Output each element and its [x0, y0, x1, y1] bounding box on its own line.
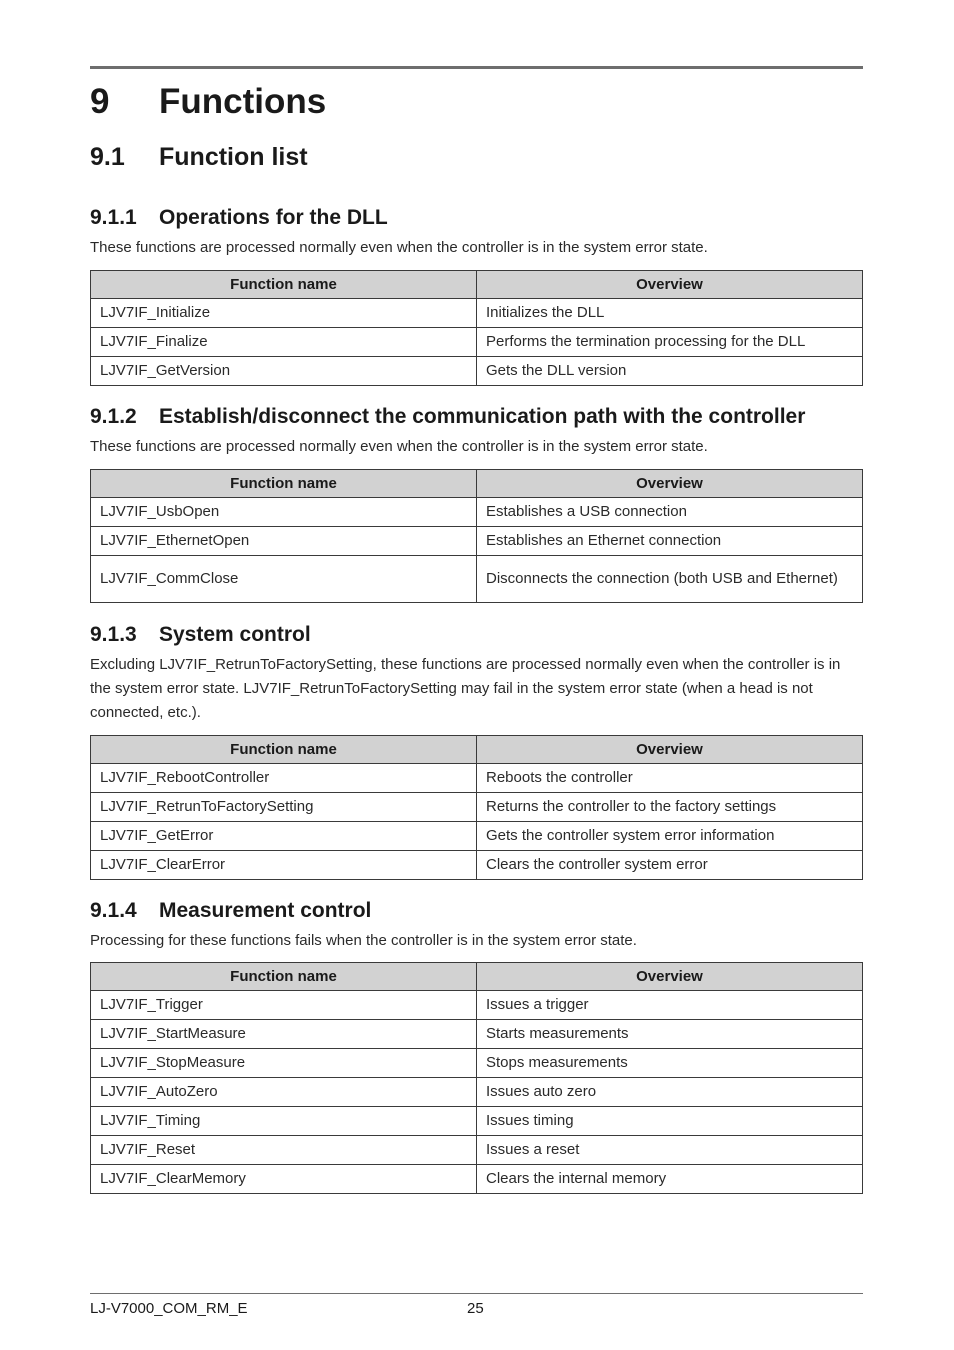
table-row	[91, 299, 863, 328]
function-name-cell: LJV7IF_RetrunToFactorySetting	[91, 793, 477, 822]
subsection-number: 9.1.2	[90, 405, 137, 428]
header-function-name: Function name	[91, 470, 477, 498]
overview-cell: Reboots the controller	[477, 764, 863, 793]
overview-cell: Establishes a USB connection	[477, 498, 863, 527]
table-header-row	[91, 470, 863, 498]
subsection-number: 9.1.3	[90, 623, 137, 646]
table-row	[91, 851, 863, 880]
function-table-measurement	[90, 962, 863, 1194]
subsection-description: Processing for these functions fails when the controller is in the system error state.	[90, 932, 637, 949]
overview-cell: Clears the internal memory	[477, 1165, 863, 1194]
footer-rule	[90, 1293, 863, 1294]
overview-cell: Establishes an Ethernet connection	[477, 527, 863, 556]
function-table-communication	[90, 469, 863, 603]
table-row	[91, 1136, 863, 1165]
function-name-cell: LJV7IF_Reset	[91, 1136, 477, 1165]
subsection-heading-communication	[90, 403, 805, 431]
header-function-name: Function name	[91, 271, 477, 299]
subsection-heading-system	[90, 621, 311, 649]
function-name-cell: LJV7IF_AutoZero	[91, 1078, 477, 1107]
function-name-cell: LJV7IF_StartMeasure	[91, 1020, 477, 1049]
overview-cell: Stops measurements	[477, 1049, 863, 1078]
function-table-system	[90, 735, 863, 880]
function-name-cell: LJV7IF_StopMeasure	[91, 1049, 477, 1078]
table-row	[91, 764, 863, 793]
section-heading	[90, 141, 308, 173]
chapter-heading	[90, 80, 326, 124]
subsection-description: These functions are processed normally even when the controller is in the system error state.	[90, 438, 708, 455]
subsection-description: These functions are processed normally even when the controller is in the system error state.	[90, 239, 708, 256]
table-row	[91, 1107, 863, 1136]
overview-cell: Gets the DLL version	[477, 357, 863, 386]
overview-cell: Starts measurements	[477, 1020, 863, 1049]
table-header-row	[91, 271, 863, 299]
function-name-cell: LJV7IF_Finalize	[91, 328, 477, 357]
chapter-title: Functions	[159, 82, 327, 121]
table-row	[91, 1049, 863, 1078]
table-row	[91, 793, 863, 822]
table-row	[91, 498, 863, 527]
function-name-cell: LJV7IF_ClearError	[91, 851, 477, 880]
table-row	[91, 357, 863, 386]
table-row	[91, 527, 863, 556]
subsection-heading-measurement	[90, 897, 371, 925]
table-row	[91, 991, 863, 1020]
header-overview: Overview	[477, 736, 863, 764]
function-name-cell: LJV7IF_GetError	[91, 822, 477, 851]
subsection-description: Excluding LJV7IF_RetrunToFactorySetting, these functions are processed normally even when the controller is in the system error state. LJV7IF_RetrunToFactorySetting may fail in the system error state (when a head is not connected, etc.).	[90, 656, 841, 721]
footer-page-number: 25	[467, 1300, 484, 1317]
header-overview: Overview	[477, 470, 863, 498]
table-row	[91, 1165, 863, 1194]
function-name-cell: LJV7IF_Trigger	[91, 991, 477, 1020]
overview-cell: Issues a reset	[477, 1136, 863, 1165]
table-row	[91, 1078, 863, 1107]
overview-cell: Issues auto zero	[477, 1078, 863, 1107]
subsection-title: System control	[159, 623, 311, 646]
overview-cell: Issues timing	[477, 1107, 863, 1136]
section-number: 9.1	[90, 143, 125, 171]
table-row	[91, 822, 863, 851]
function-table-dll	[90, 270, 863, 386]
overview-cell: Performs the termination processing for the DLL	[477, 328, 863, 357]
subsection-title: Establish/disconnect the communication path with the controller	[159, 405, 806, 428]
table-row	[91, 556, 863, 603]
header-overview: Overview	[477, 963, 863, 991]
table-row	[91, 1020, 863, 1049]
table-row	[91, 328, 863, 357]
function-name-cell: LJV7IF_UsbOpen	[91, 498, 477, 527]
subsection-title: Measurement control	[159, 899, 372, 922]
subsection-heading-dll	[90, 204, 388, 232]
overview-cell: Initializes the DLL	[477, 299, 863, 328]
function-name-cell: LJV7IF_Timing	[91, 1107, 477, 1136]
overview-cell: Returns the controller to the factory settings	[477, 793, 863, 822]
overview-cell: Issues a trigger	[477, 991, 863, 1020]
overview-cell: Gets the controller system error information	[477, 822, 863, 851]
overview-cell: Disconnects the connection (both USB and Ethernet)	[477, 556, 863, 603]
section-title: Function list	[159, 143, 308, 171]
header-function-name: Function name	[91, 736, 477, 764]
function-name-cell: LJV7IF_ClearMemory	[91, 1165, 477, 1194]
footer-document-id: LJ-V7000_COM_RM_E	[90, 1300, 248, 1317]
chapter-number: 9	[90, 82, 110, 121]
subsection-title: Operations for the DLL	[159, 206, 388, 229]
function-name-cell: LJV7IF_GetVersion	[91, 357, 477, 386]
table-header-row	[91, 963, 863, 991]
function-name-cell: LJV7IF_EthernetOpen	[91, 527, 477, 556]
subsection-number: 9.1.4	[90, 899, 137, 922]
subsection-number: 9.1.1	[90, 206, 137, 229]
function-name-cell: LJV7IF_CommClose	[91, 556, 477, 603]
table-header-row	[91, 736, 863, 764]
top-rule	[90, 66, 863, 69]
overview-cell: Clears the controller system error	[477, 851, 863, 880]
function-name-cell: LJV7IF_RebootController	[91, 764, 477, 793]
header-overview: Overview	[477, 271, 863, 299]
header-function-name: Function name	[91, 963, 477, 991]
function-name-cell: LJV7IF_Initialize	[91, 299, 477, 328]
